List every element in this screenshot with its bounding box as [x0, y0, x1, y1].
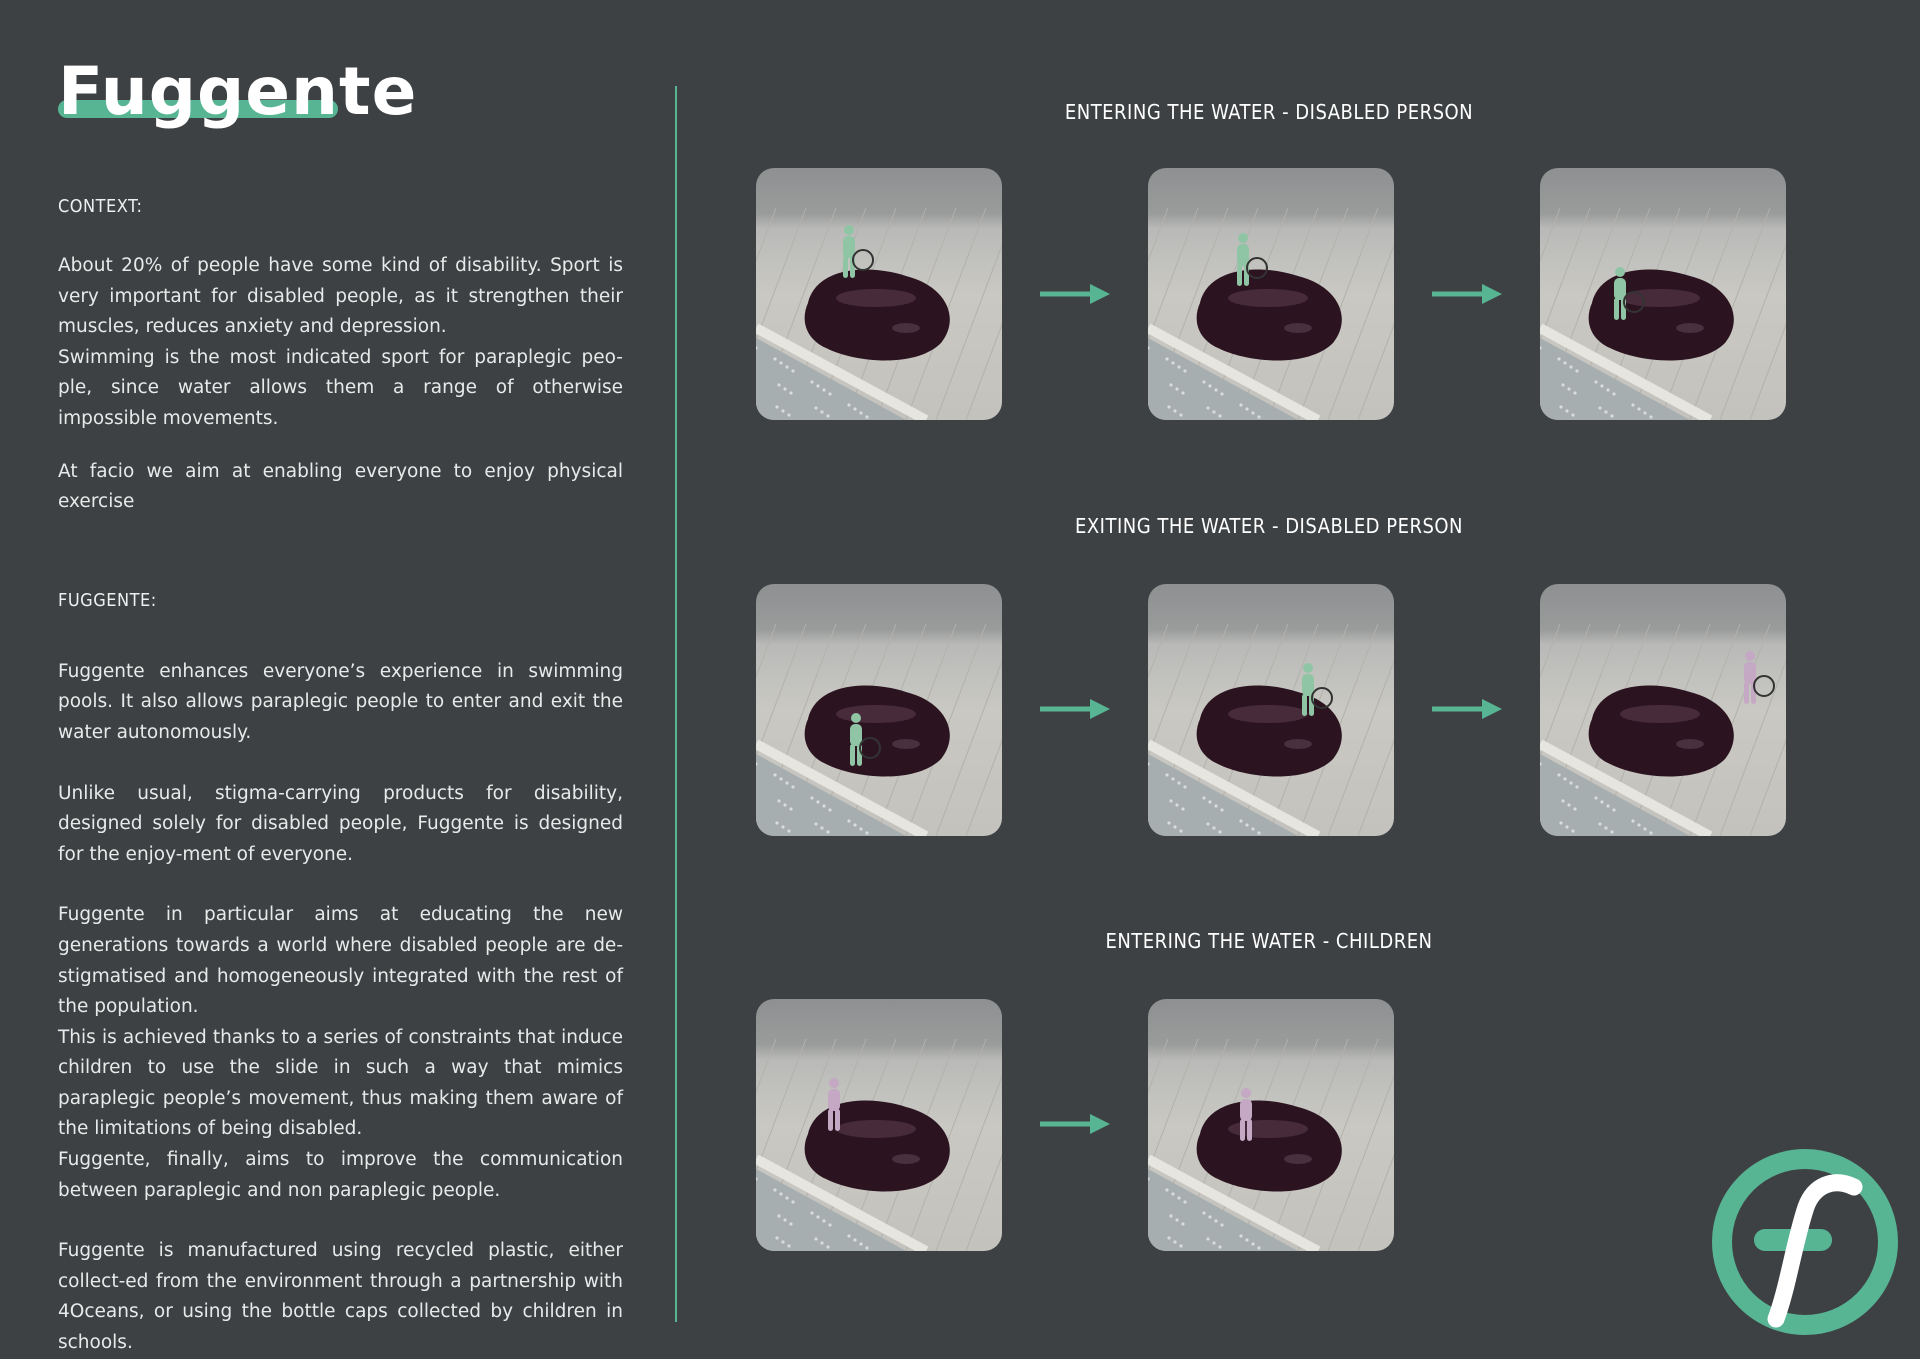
arrow-right-icon: [1432, 699, 1502, 719]
context-heading: CONTEXT:: [58, 196, 143, 217]
arrow-right-icon: [1040, 699, 1110, 719]
render-exiting-disabled-step-1: [756, 584, 1002, 836]
fuggente-paragraph-6: Fuggente is manufactured using recycled plastic, either collect-ed from the environment through a partnership with 4Oceans, or using the bottle caps collected by children in schools.: [58, 1240, 623, 1354]
context-paragraph-3: At facio we aim at enabling everyone to enjoy physical exercise: [58, 460, 623, 513]
column-divider: [675, 86, 677, 1322]
fuggente-paragraph-2: Unlike usual, stigma-carrying products for disability, designed solely for disabled people, Fuggente is designed for the enjoy-ment of everyone.: [58, 782, 623, 865]
section-title-entering-disabled: ENTERING THE WATER - DISABLED PERSON: [1064, 100, 1474, 124]
context-paragraph-2: Swimming is the most indicated sport for paraplegic peo-ple, since water allows them a range of otherwise impossible movements.: [58, 346, 623, 429]
section-title-exiting-disabled: EXITING THE WATER - DISABLED PERSON: [1074, 514, 1464, 538]
fuggente-paragraph-1: Fuggente enhances everyone’s experience in swimming pools. It also allows paraplegic people to enter and exit the water autonomously.: [58, 660, 623, 743]
render-entering-disabled-step-3: [1540, 168, 1786, 420]
fuggente-paragraph-3: Fuggente in particular aims at educating the new generations towards a world where disabled people are de-stigmatised and homogeneously integrated with the rest of the population.: [58, 904, 623, 1018]
render-entering-disabled-step-1: [756, 168, 1002, 420]
render-entering-children-step-2: [1148, 999, 1394, 1251]
render-exiting-disabled-step-3: [1540, 584, 1786, 836]
context-paragraph-1: About 20% of people have some kind of disability. Sport is very important for disabled people, as it strengthen their muscles, reduces anxiety and depression.: [58, 255, 623, 338]
render-entering-children-step-1: [756, 999, 1002, 1251]
title-block: [58, 52, 418, 142]
text-column: [58, 196, 623, 1359]
page-title: Fuggente: [58, 53, 418, 130]
render-entering-disabled-step-2: [1148, 168, 1394, 420]
fuggente-heading: FUGGENTE:: [58, 589, 157, 611]
section-title-entering-children: ENTERING THE WATER - CHILDREN: [1105, 929, 1433, 953]
arrow-right-icon: [1040, 1114, 1110, 1134]
fuggente-paragraph-5: Fuggente, finally, aims to improve the communication between paraplegic and non paraplegic people.: [58, 1149, 623, 1201]
fuggente-paragraph-4: This is achieved thanks to a series of constraints that induce children to use the slide in such a way that mimics paraplegic people’s movement, thus making them aware of the limitations of being disabled.: [58, 1026, 623, 1140]
render-exiting-disabled-step-2: [1148, 584, 1394, 836]
arrow-right-icon: [1432, 284, 1502, 304]
fuggente-logo: [1710, 1147, 1900, 1337]
arrow-right-icon: [1040, 284, 1110, 304]
